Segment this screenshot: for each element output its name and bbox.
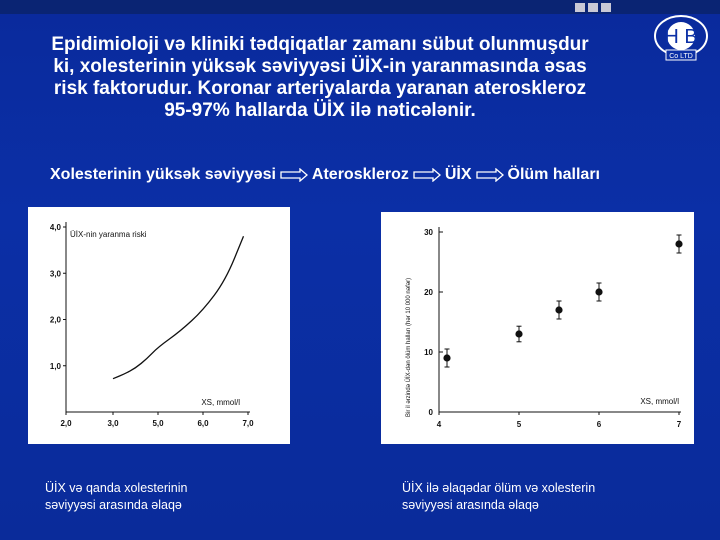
caption-right [402,480,595,514]
mortality-scatter-chart [381,212,694,444]
chart-title: ÜİX-nin yaranma riski [70,230,147,239]
caption-right-line-1: ÜİX ilə əlaqədar ölüm və xolesterin [402,481,596,495]
top-bar [0,0,720,14]
data-point [555,306,562,313]
x-tick-label: 7 [676,420,682,429]
x-tick-label: 6,0 [197,419,209,428]
data-point [595,288,602,295]
arrow-right-icon [280,168,308,182]
caption-left-line-1: ÜİX və qanda xolesterinin [45,481,188,495]
flow-step-atherosclerosis: Ateroskleroz [311,166,409,183]
x-tick-label: 7,0 [242,419,254,428]
y-tick-label: 1,0 [49,361,61,371]
caption-right-line-2: səviyyəsi arasında əlaqə [402,498,539,512]
x-axis-label: XS, mmol/l [640,397,679,406]
flow-step-cholesterol: Xolesterinin yüksək səviyyəsi [50,166,276,183]
arrow-right-icon [413,168,441,182]
logo-letters: H B [664,26,698,48]
x-tick-label: 5,0 [152,419,164,428]
chart-panel-left [28,207,290,444]
y-tick-label: 10 [424,348,433,357]
x-tick-label: 2,0 [60,419,72,428]
risk-line-series [113,236,244,378]
title-line-4: 95-97% hallarda ÜİX ilə nəticələnir. [164,100,476,121]
y-tick-label: 4,0 [49,223,61,232]
x-tick-label: 5 [516,420,522,429]
flow-step-deaths: Ölüm halları [507,166,600,183]
chart-panel-right [381,212,694,444]
title-line-2: ki, xolesterinin yüksək səviyyəsi ÜİX-in yaranmasında əsas [53,56,587,77]
caption-left-line-2: səviyyəsi arasında əlaqə [45,498,182,512]
arrow-right-icon [476,168,504,182]
x-tick-label: 4 [436,420,442,429]
y-tick-label: 30 [424,228,433,237]
logo-subtext: Co LTD [669,53,693,60]
y-tick-label: 2,0 [49,315,61,325]
decorative-tick [575,3,585,12]
y-tick-label: 3,0 [49,269,61,279]
title-line-3: risk faktorudur. Koronar arteriyalarda yaranan ateroskleroz [53,78,587,99]
risk-line-chart [28,207,290,444]
company-logo [650,14,712,64]
data-point [675,240,682,247]
decorative-tick [588,3,598,12]
slide-title [20,34,620,122]
x-tick-label: 3,0 [107,419,119,428]
caption-left [45,480,187,514]
data-point [515,330,522,337]
y-tick-label: 0 [428,408,433,417]
data-point [443,354,450,361]
x-axis-label: XS, mmol/l [201,398,240,407]
decorative-tick [601,3,611,12]
title-line-1: Epidimioloji və kliniki tədqiqatlar zamanı sübut olunmuşdur [51,34,589,55]
y-axis-label: Bir il ərzində ÜİX-dən ölüm halları (hər 10 000 nəfər) [406,277,412,417]
causal-flow [50,166,710,184]
x-tick-label: 6 [596,420,602,429]
flow-step-uix: ÜİX [444,166,472,183]
y-tick-label: 20 [424,288,433,297]
